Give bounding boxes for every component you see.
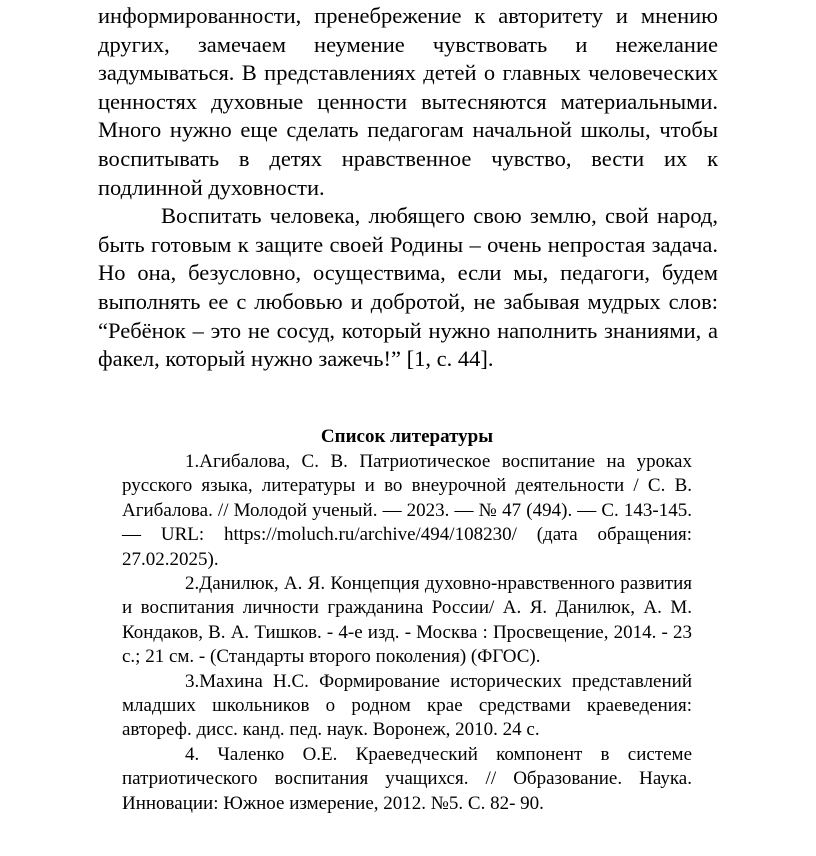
paragraph-continued: информированности, пренебрежение к авторитету и мнению других, замечаем неумение чувствовать и нежелание задумываться. В представлениях детей о главных человеческих ценностях духовные ценности вытесняются материальными. Много нужно еще сделать педагогам начальной школы, чтобы воспитывать в детях нравственное чувство, вести их к подлинной духовности. [98,3,718,200]
body-text [98,2,718,374]
reference-item: 4. Чаленко О.Е. Краеведческий компонент в системе патриотического воспитания учащихся. // Образование. Наука. Инновации: Южное измерение, 2012. №5. С. 82- 90. [122,743,692,814]
reference-item: 2.Данилюк, А. Я. Концепция духовно-нравственного развития и воспитания личности гражданина России/ А. Я. Данилюк, А. М. Кондаков, В. А. Тишков. - 4-е изд. - Москва : Просвещение, 2014. - 23 с.; 21 см. - (Стандарты второго поколения) (ФГОС). [122,573,692,668]
reference-item: 1.Агибалова, С. В. Патриотическое воспитание на уроках русского языка, литературы и во внеурочной деятельности / С. В. Агибалова. // Молодой ученый. — 2023. — № 47 (494). — С. 143-145. — URL: https://moluch.ru/archive/494/108230/ (дата обращения: 27.02.2025). [122,451,692,570]
reference-list-title: Список литературы [320,426,494,447]
paragraph: Воспитать человека, любящего свою землю, свой народ, быть готовым к защите своей Родины – очень непростая задача. Но она, безусловно, осуществима, если мы, педагоги, будем выполнять ее с любовью и добротой, не забывая мудрых слов: “Ребёнок – это не сосуд, который нужно наполнить знаниями, а факел, который нужно зажечь!” [1, с. 44]. [98,203,718,372]
reference-item: 3.Махина Н.С. Формирование исторических представлений младших школьников о родном крае средствами краеведения: автореф. дисс. канд. пед. наук. Воронеж, 2010. 24 с. [122,670,692,741]
reference-list [122,425,692,816]
